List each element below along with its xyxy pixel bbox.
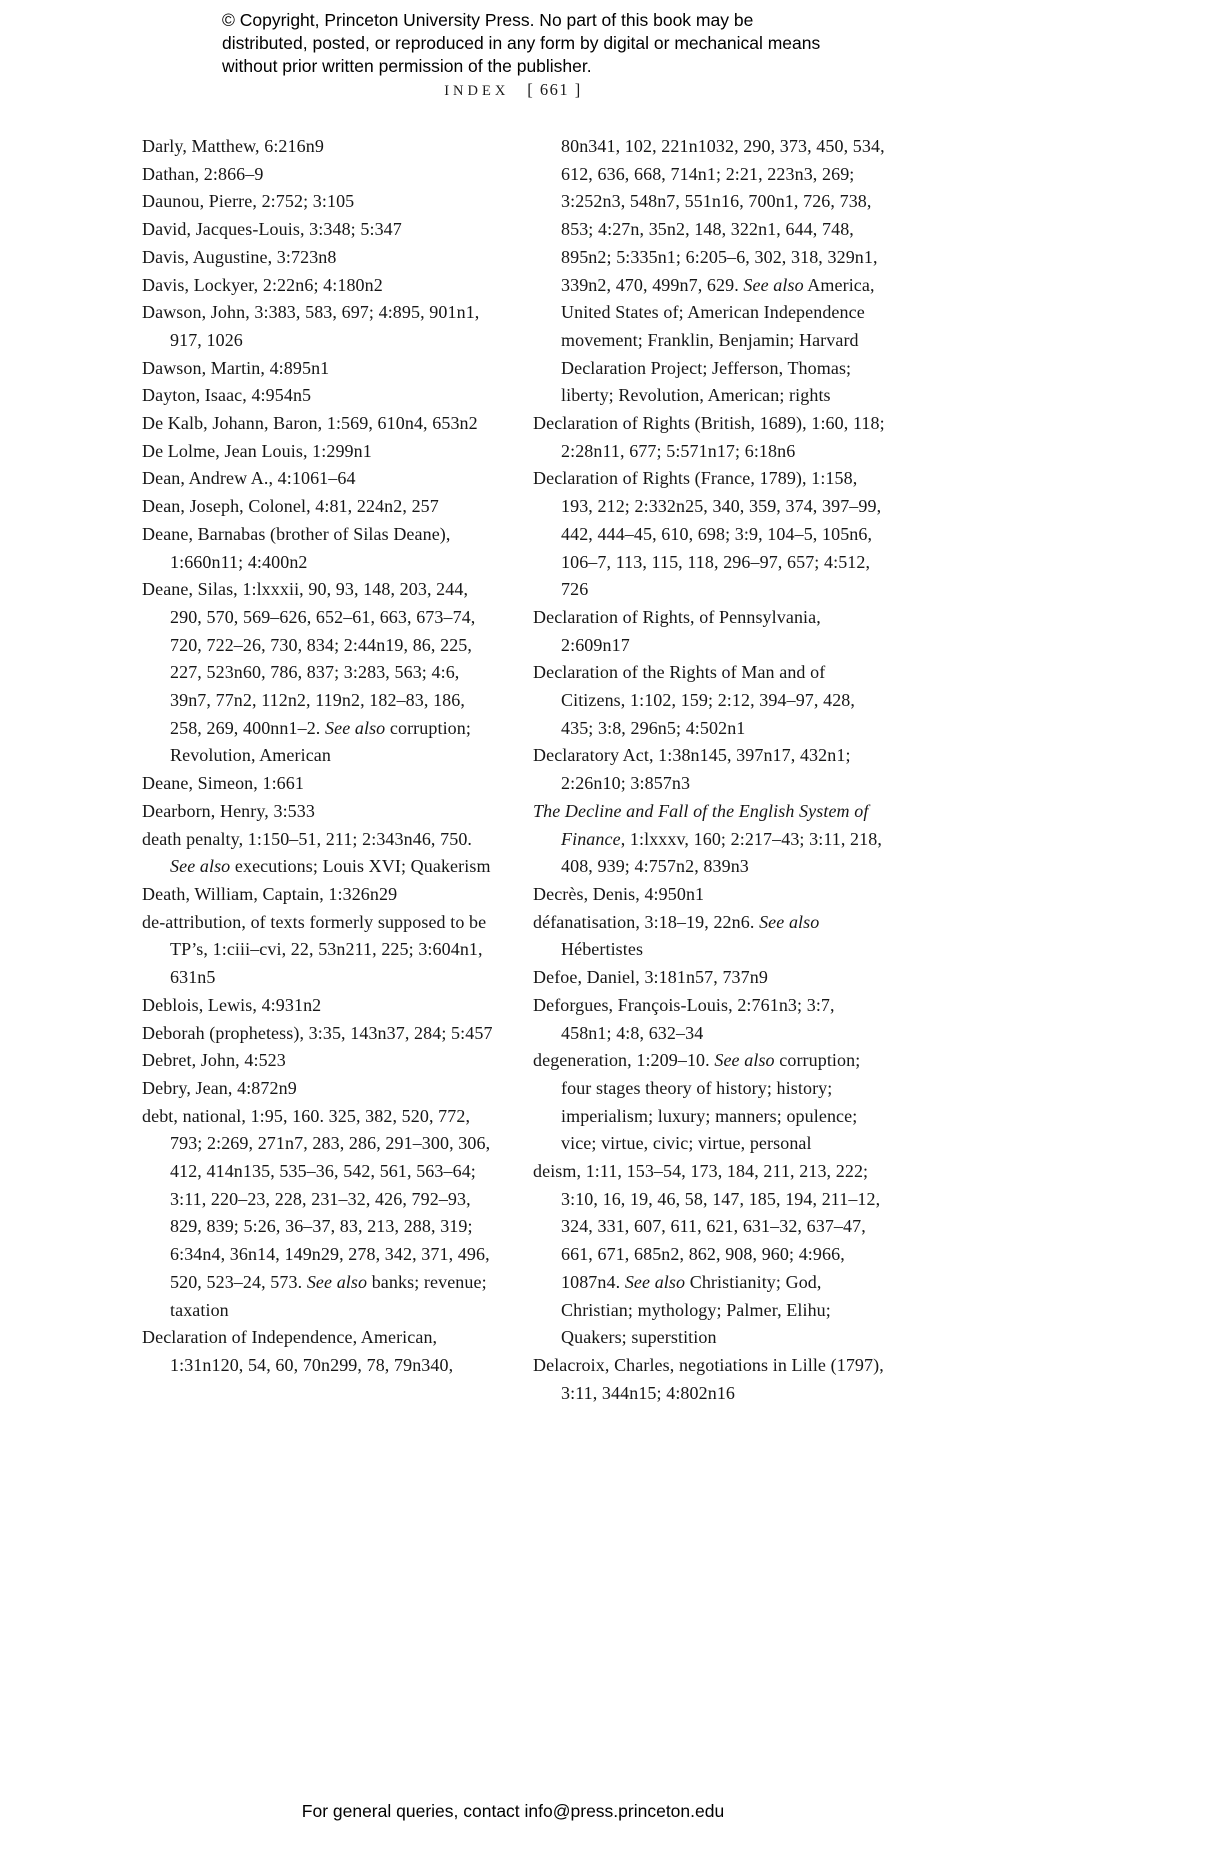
- index-entry: Deblois, Lewis, 4:931n2: [142, 994, 322, 1015]
- index-entry: défanatisation, 3:18–19, 22n6. See also Hébertistes: [533, 911, 820, 960]
- index-entry: Deane, Silas, 1:lxxxii, 90, 93, 148, 203, 244, 290, 570, 569–626, 652–61, 663, 673–74, 720, 722–26, 730, 834; 2:44n19, 86, 225, 227, 523n60, 786, 837; 3:283, 563; 4:6, 39n7, 77n2, 112n2, 119n2, 182–83, 186, 258, 269, 400nn1–2. See also corruption; Revolution, American: [142, 579, 476, 766]
- index-entry: Declaration of Independence, American, 1:31n120, 54, 60, 70n299, 78, 79n340,: [142, 1327, 454, 1375]
- index-entry: degeneration, 1:209–10. See also corruption; four stages theory of history; history; imperialism; luxury; manners; opulence; vice; virtue, civic; virtue, personal: [533, 1050, 861, 1154]
- index-entry: The Decline and Fall of the English System of Finance, 1:lxxxv, 160; 2:217–43; 3:11, 218, 408, 939; 4:757n2, 839n3: [533, 800, 882, 877]
- index-entry: De Lolme, Jean Louis, 1:299n1: [142, 440, 372, 461]
- index-entry: Dearborn, Henry, 3:533: [142, 800, 315, 821]
- running-head: [142, 80, 884, 100]
- index-entry: Dathan, 2:866–9: [142, 163, 264, 184]
- index-entry: Dean, Joseph, Colonel, 4:81, 224n2, 257: [142, 496, 439, 517]
- index-entry: Declaration of Rights (France, 1789), 1:158, 193, 212; 2:332n25, 340, 359, 374, 397–99, 442, 444–45, 610, 698; 3:9, 104–5, 105n6, 106–7, 113, 115, 118, 296–97, 657; 4:512, 726: [533, 468, 882, 600]
- index-column-left: [142, 133, 498, 1380]
- index-entry: Deane, Simeon, 1:661: [142, 773, 304, 794]
- index-entry: David, Jacques-Louis, 3:348; 5:347: [142, 219, 402, 240]
- index-column-right: [533, 133, 889, 1407]
- index-entry: Davis, Lockyer, 2:22n6; 4:180n2: [142, 274, 383, 295]
- index-entry: Delacroix, Charles, negotiations in Lille (1797), 3:11, 344n15; 4:802n16: [533, 1354, 884, 1403]
- index-entry: De Kalb, Johann, Baron, 1:569, 610n4, 653n2: [142, 413, 478, 434]
- index-entry: Declaration of Rights, of Pennsylvania, 2:609n17: [533, 606, 821, 655]
- index-entry: Dawson, Martin, 4:895n1: [142, 357, 330, 378]
- page-number: [ 661 ]: [527, 80, 582, 99]
- index-entry: Deforgues, François-Louis, 2:761n3; 3:7, 458n1; 4:8, 632–34: [533, 994, 835, 1043]
- index-entry: Daunou, Pierre, 2:752; 3:105: [142, 191, 355, 212]
- index-entry: Deborah (prophetess), 3:35, 143n37, 284; 5:457: [142, 1022, 493, 1043]
- index-entry: 80n341, 102, 221n1032, 290, 373, 450, 534, 612, 636, 668, 714n1; 2:21, 223n3, 269; 3:252n3, 548n7, 551n16, 700n1, 726, 738, 853; 4:27n, 35n2, 148, 322n1, 644, 748, 895n2; 5:335n1; 6:205–6, 302, 318, 329n1, 339n2, 470, 499n7, 629. See also America, United States of; American Independence movement; Franklin, Benjamin; Harvard Declaration Project; Jefferson, Thomas; liberty; Revolution, American; rights: [561, 136, 885, 406]
- index-entry: debt, national, 1:95, 160. 325, 382, 520, 772, 793; 2:269, 271n7, 283, 286, 291–300, 306, 412, 414n135, 535–36, 542, 561, 563–64; 3:11, 220–23, 228, 231–32, 426, 792–93, 829, 839; 5:26, 36–37, 83, 213, 288, 319; 6:34n4, 36n14, 149n29, 278, 342, 371, 496, 520, 523–24, 573. See also banks; revenue; taxation: [142, 1105, 491, 1320]
- index-entry: deism, 1:11, 153–54, 173, 184, 211, 213, 222; 3:10, 16, 19, 46, 58, 147, 185, 194, 211–12, 324, 331, 607, 611, 621, 631–32, 637–47, 661, 671, 685n2, 862, 908, 960; 4:966, 1087n4. See also Christianity; God, Christian; mythology; Palmer, Elihu; Quakers; superstition: [533, 1161, 881, 1348]
- index-entry: Declaration of the Rights of Man and of Citizens, 1:102, 159; 2:12, 394–97, 428, 435; 3:8, 296n5; 4:502n1: [533, 662, 855, 738]
- index-entry: Deane, Barnabas (brother of Silas Deane), 1:660n11; 4:400n2: [142, 523, 451, 572]
- index-entry: Decrès, Denis, 4:950n1: [533, 883, 705, 904]
- index-entry: Dayton, Isaac, 4:954n5: [142, 385, 312, 406]
- index-entry: Debry, Jean, 4:872n9: [142, 1077, 297, 1098]
- footer-query-note: For general queries, contact info@press.princeton.edu: [301, 1801, 725, 1821]
- index-entry: Declaration of Rights (British, 1689), 1:60, 118; 2:28n11, 677; 5:571n17; 6:18n6: [533, 413, 885, 461]
- index-entry: death penalty, 1:150–51, 211; 2:343n46, 750. See also executions; Louis XVI; Quakerism: [142, 828, 491, 877]
- index-entry: Davis, Augustine, 3:723n8: [142, 246, 337, 267]
- index-entry: Debret, John, 4:523: [142, 1050, 286, 1071]
- copyright-notice: © Copyright, Princeton University Press. No part of this book may be distributed, posted, or reproduced in any form by digital or mechanical means without prior written permission of the publisher.: [222, 10, 821, 76]
- index-entry: Declaratory Act, 1:38n145, 397n17, 432n1; 2:26n10; 3:857n3: [533, 745, 851, 794]
- index-entry: Dean, Andrew A., 4:1061–64: [142, 468, 356, 489]
- index-entry: Defoe, Daniel, 3:181n57, 737n9: [533, 967, 768, 988]
- index-entry: Death, William, Captain, 1:326n29: [142, 883, 398, 904]
- index-heading: INDEX: [444, 83, 510, 99]
- index-entry: de-attribution, of texts formerly supposed to be TP’s, 1:ciii–cvi, 22, 53n211, 225; 3:604n1, 631n5: [142, 911, 487, 988]
- index-entry: Dawson, John, 3:383, 583, 697; 4:895, 901n1, 917, 1026: [142, 302, 480, 350]
- index-entry: Darly, Matthew, 6:216n9: [142, 136, 324, 156]
